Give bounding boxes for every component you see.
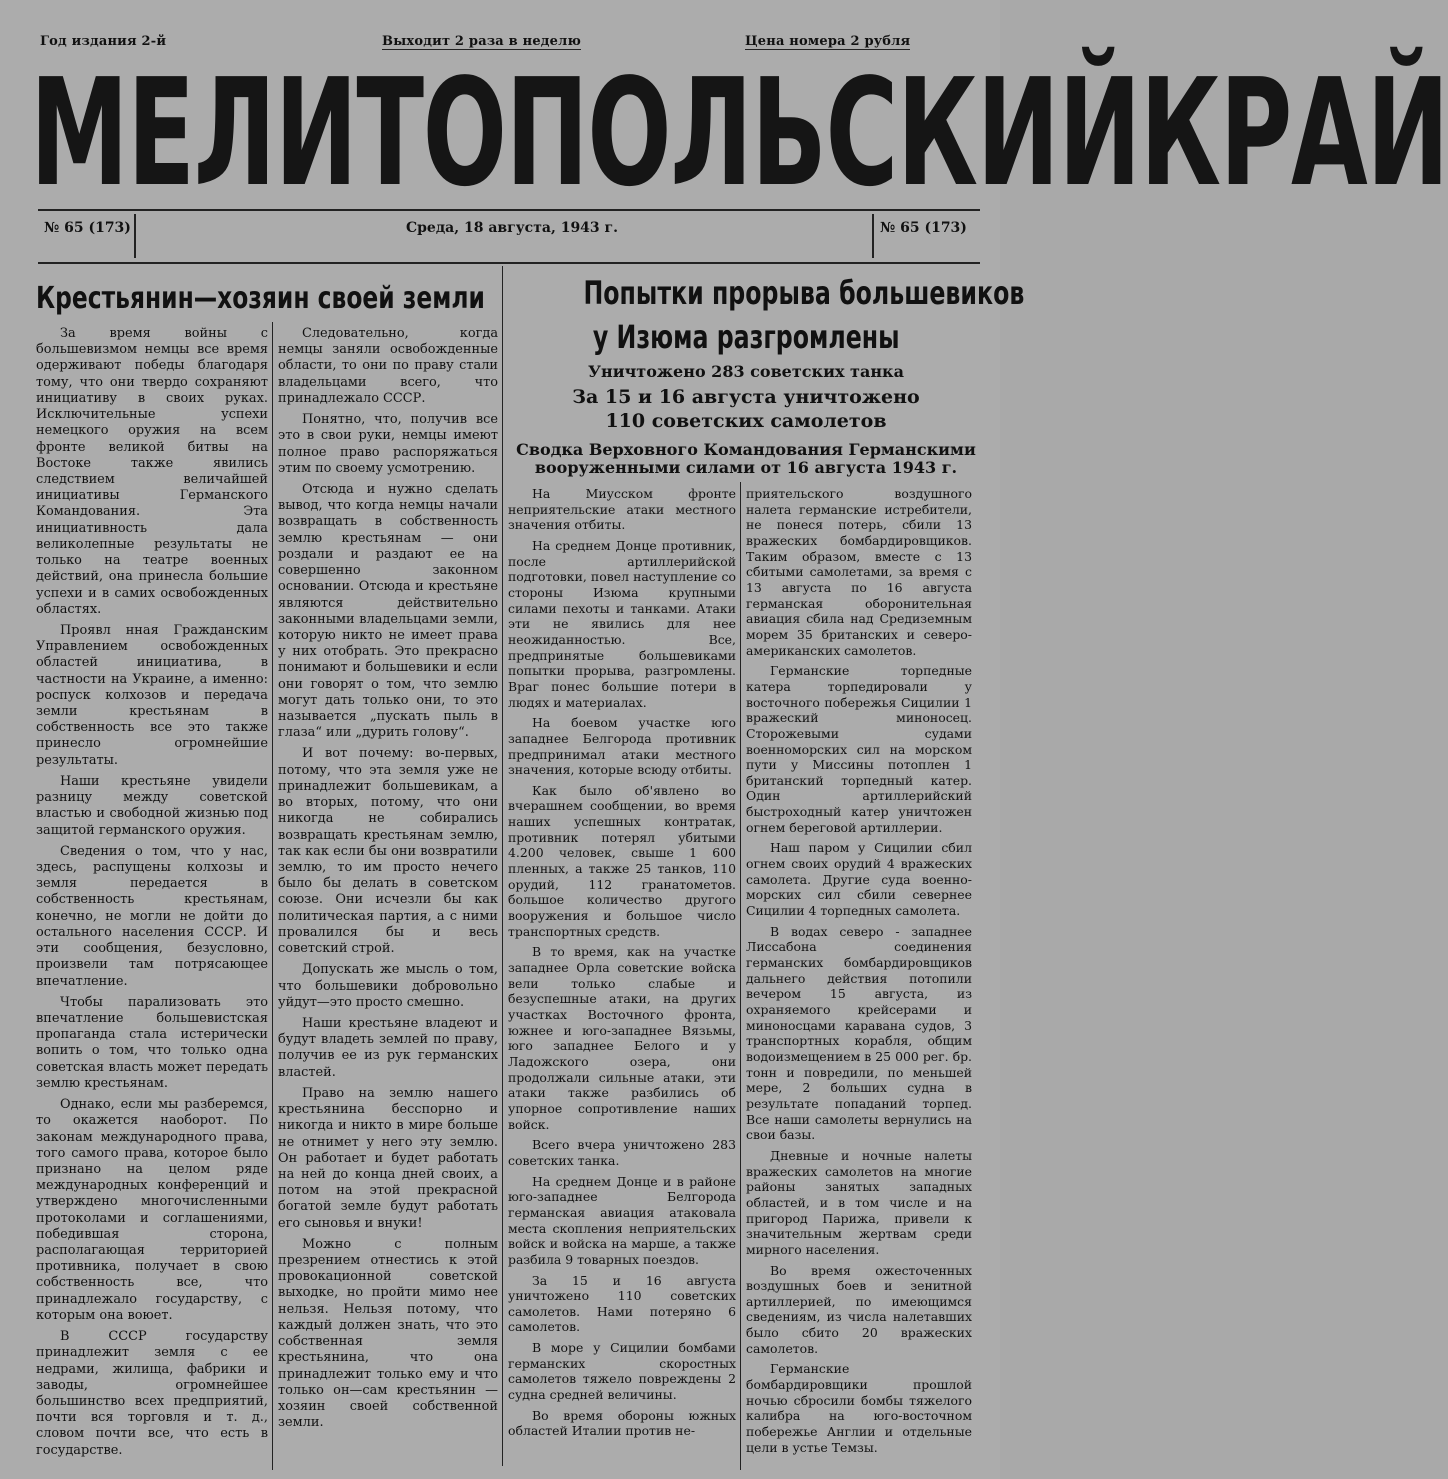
publication-year: Год издания 2-й (40, 34, 167, 49)
right-article-title-line-2: у Изюма разгромлены (592, 318, 900, 356)
paragraph: Наш паром у Сицилии сбил огнем своих орудий 4 вражеских самолета. Другие суда военно-морских сил сбили севернее Сицилии 4 торпедных самолета. (746, 840, 972, 919)
paragraph: За 15 и 16 августа уничтожено 110 советских самолетов. Нами потеряно 6 самолетов. (508, 1272, 736, 1335)
paragraph: Всего вчера уничтожено 283 советских танка. (508, 1137, 736, 1168)
right-column-divider (740, 482, 741, 1470)
article-divider (502, 266, 503, 1466)
right-article-subtitle-2: За 15 и 16 августа уничтожено (572, 386, 920, 408)
paragraph: Отсюда и нужно сделать вывод, что когда немцы начали возвращать в собственность землю крестьянам — они роздали и раздают ее на совершенно законном основании. Отсюда и крестьяне являются действительно законными владельцами земли, которую никто не имеет права у них отобрать. Это прекрасно понимают и большевики и если они говорят о том, что землю могут дать только они, то это называется „пускать пыль в глаза“ или „дурить голову“. (278, 481, 498, 741)
paragraph: На боевом участке юго западнее Белгорода противник предпринимал атаки местного значения, которые всюду отбиты. (508, 715, 736, 778)
right-article-column-2 (746, 486, 972, 1460)
info-bar-rule (38, 262, 980, 264)
issue-number-left: № 65 (173) (44, 220, 131, 236)
paragraph: Можно с полным презрением отнестись к этой провокационной советской выходке, но пройти мимо нее нельзя. Нельзя потому, что каждый должен знать, что это собственная земля крестьянина, что она принадлежит только ему и что только он—сам крестьянин — хозяин своей собственной земли. (278, 1236, 498, 1431)
right-article-summary-2: вооруженными силами от 16 августа 1943 г. (534, 458, 958, 477)
paragraph: Сведения о том, что у нас, здесь, распущены колхозы и земля передается в собственность крестьянам, конечно, не могли не дойти до остального населения СССР. И эти сообщения, безусловно, произвели там потрясающее впечатление. (36, 843, 268, 989)
paragraph: Понятно, что, получив все это в свои руки, немцы имеют полное право распоряжаться этим по своему усмотрению. (278, 412, 498, 476)
right-article-summary-1: Сводка Верховного Командования Германскими (516, 440, 976, 459)
paragraph: Проявл нная Гражданским Управлением освобожденных областей инициатива, в частности на Украине, а именно: роспуск колхозов и передача земли крестьянам в собственность все это также принесло огромнейшие результаты. (36, 622, 268, 768)
paragraph: В то время, как на участке западнее Орла советские войска вели только слабые и безуспешные атаки, на других участках Восточного фронта, южнее и юго-западнее Вязьмы, юго западнее Белого и у Ладожского озера, они продолжали сильные атаки, эти атаки также разбились об упорное сопротивление наших войск. (508, 944, 736, 1132)
paragraph: Наши крестьяне увидели разницу между советской властью и свободной жизнью под защитой германского оружия. (36, 773, 268, 838)
publication-frequency: Выходит 2 раза в неделю (382, 34, 582, 49)
paragraph: Германские бомбардировщики прошлой ночью сбросили бомбы тяжелого калибра на юго-восточном побережье Англии и отдельные цели в устье Темзы. (746, 1361, 972, 1455)
issue-number-right: № 65 (173) (880, 220, 967, 236)
masthead-word-1: МЕЛИТОПОЛЬСКИЙ (30, 47, 1140, 219)
issue-date: Среда, 18 августа, 1943 г. (406, 220, 618, 236)
right-article-title-line-1: Попытки прорыва большевиков (583, 274, 1025, 312)
paragraph: В СССР государству принадлежит земля с ее недрами, жилища, фабрики и заводы, огромнейшее большинство всех предприятий, почти вся торговля и т. д., словом почти все, что есть в государстве. (36, 1329, 268, 1458)
paragraph: Чтобы парализовать это впечатление большевистская пропаганда стала истерически вопить о том, что только одна советская власть может передать землю крестьянам. (36, 994, 268, 1091)
info-divider-right (872, 214, 874, 258)
paragraph: На среднем Донце противник, после артиллерийской подготовки, повел наступление со стороны Изюма крупными силами пехоты и танками. Атаки эти не явились для нее неожиданностью. Все, предпринятые большевиками попытки прорыва, разгромлены. Враг понес большие потери в людях и материалах. (508, 537, 736, 710)
issue-info-bar (38, 214, 980, 258)
masthead (30, 28, 1448, 219)
paragraph: Во время обороны южных областей Италии против не- (508, 1407, 736, 1439)
left-article-title: Крестьянин—хозяин своей земли (36, 281, 485, 316)
paragraph: На Миусском фронте неприятельские атаки местного значения отбиты. (508, 486, 736, 533)
masthead-rule (38, 209, 980, 211)
masthead-word-2: КРАЙ (1139, 47, 1448, 219)
paragraph: И вот почему: во-первых, потому, что эта земля уже не принадлежит большевикам, а во вторых, потому, что они никогда не собирались возвращать крестьянам землю, так как если бы они возвратили землю, то им просто нечего было бы делать в советском союзе. Они исчезли бы как политическая партия, а с ними провалился бы и весь советский строй. (278, 746, 498, 957)
issue-price: Цена номера 2 рубля (745, 34, 911, 49)
right-article-column-1 (508, 486, 736, 1444)
right-article-subtitle-1: Уничтожено 283 советских танка (588, 362, 904, 381)
left-column-divider (272, 322, 273, 1470)
left-article-column-2 (278, 326, 498, 1436)
left-article-column-1 (36, 326, 268, 1464)
paragraph: Наши крестьяне владеют и будут владеть землей по праву, получив ее из рук германских властей. (278, 1015, 498, 1080)
paragraph: приятельского воздушного налета германские истребители, не понеся потерь, сбили 13 вражеских бомбардировщиков. Таким образом, вместе с 13 сбитыми самолетами, за время с 13 августа по 16 августа германская оборонительная авиация сбила над Средиземным морем 35 британских и северо-американских самолетов. (746, 486, 972, 658)
paragraph: Во время ожесточенных воздушных боев и зенитной артиллерией, по имеющимся сведениям, из числа налетавших было сбито 20 вражеских самолетов. (746, 1262, 972, 1356)
paragraph: Дневные и ночные налеты вражеских самолетов на многие районы занятых западных областей, и в том числе и на пригород Парижа, привели к значительным жертвам среди мирного населения. (746, 1147, 972, 1257)
paragraph: Право на землю нашего крестьянина бесспорно и никогда и никто в мире больше не отнимет у него эту землю. Он работает и будет работать на ней до конца дней своих, а потом на этой прекрасной богатой земле будут работать его сыновья и внуки! (278, 1085, 498, 1231)
paragraph: Следовательно, когда немцы заняли освобожденные области, то они по праву стали владельцами всего, что принадлежало СССР. (278, 326, 498, 406)
paragraph: Допускать же мысль о том, что большевики добровольно уйдут—это просто смешно. (278, 962, 498, 1010)
right-article-subtitle-3: 110 советских самолетов (605, 410, 887, 432)
paragraph: В водах северо - западнее Лиссабона соединения германских бомбардировщиков дальнего действия потопили вечером 15 августа, из охраняемого крейсерами и миноносцами каравана судов, 3 транспортных корабля, общим водоизмещением в 25 000 рег. бр. тонн и повредили, по меньшей мере, 2 больших судна в результате попаданий торпед. Все наши самолеты вернулись на свои базы. (746, 923, 972, 1143)
paragraph: Как было об'явлено во вчерашнем сообщении, во время наших успешных контратак, противник потерял убитыми 4.200 человек, свыше 1 600 пленных, а также 25 танков, 110 орудий, 112 гранатометов. большое количество другого вооружения и большое число транспортных средств. (508, 782, 736, 939)
paragraph: В море у Сицилии бомбами германских скоростных самолетов тяжело повреждены 2 судна средней величины. (508, 1340, 736, 1403)
paragraph: Однако, если мы разберемся, то окажется наоборот. По законам международного права, того самого права, которое было признано на целом ряде международных конференций и утверждено многочисленными протоколами и соглашениями, победившая сторона, располагающая территорией противника, получает в свою собственность все, что принадлежало государству, с которым она воюет. (36, 1097, 268, 1323)
paragraph: На среднем Донце и в районе юго-западнее Белгорода германская авиация атаковала места скопления неприятельских войск и войска на марше, а также разбила 9 товарных поездов. (508, 1173, 736, 1267)
info-divider-left (134, 214, 136, 258)
paragraph: За время войны с большевизмом немцы все время одерживают победы благодаря тому, что они твердо сохраняют инициативу в своих руках. Исключительные успехи немецкого оружия на всем фронте великой битвы на Востоке также явились следствием величайшей инициативы Германского Командования. Эта инициативность дала великолепные результаты не только на театре военных действий, она принесла большие успехи и в самих освобожденных областях. (36, 326, 268, 617)
paragraph: Германские торпедные катера торпедировали у восточного побережья Сицилии 1 вражеский миноносец. Сторожевыми судами военноморских сил на морском пути у Миссины потоплен 1 британский торпедный катер. Один артиллерийский быстроходный катер уничтожен огнем береговой артиллерии. (746, 663, 972, 835)
